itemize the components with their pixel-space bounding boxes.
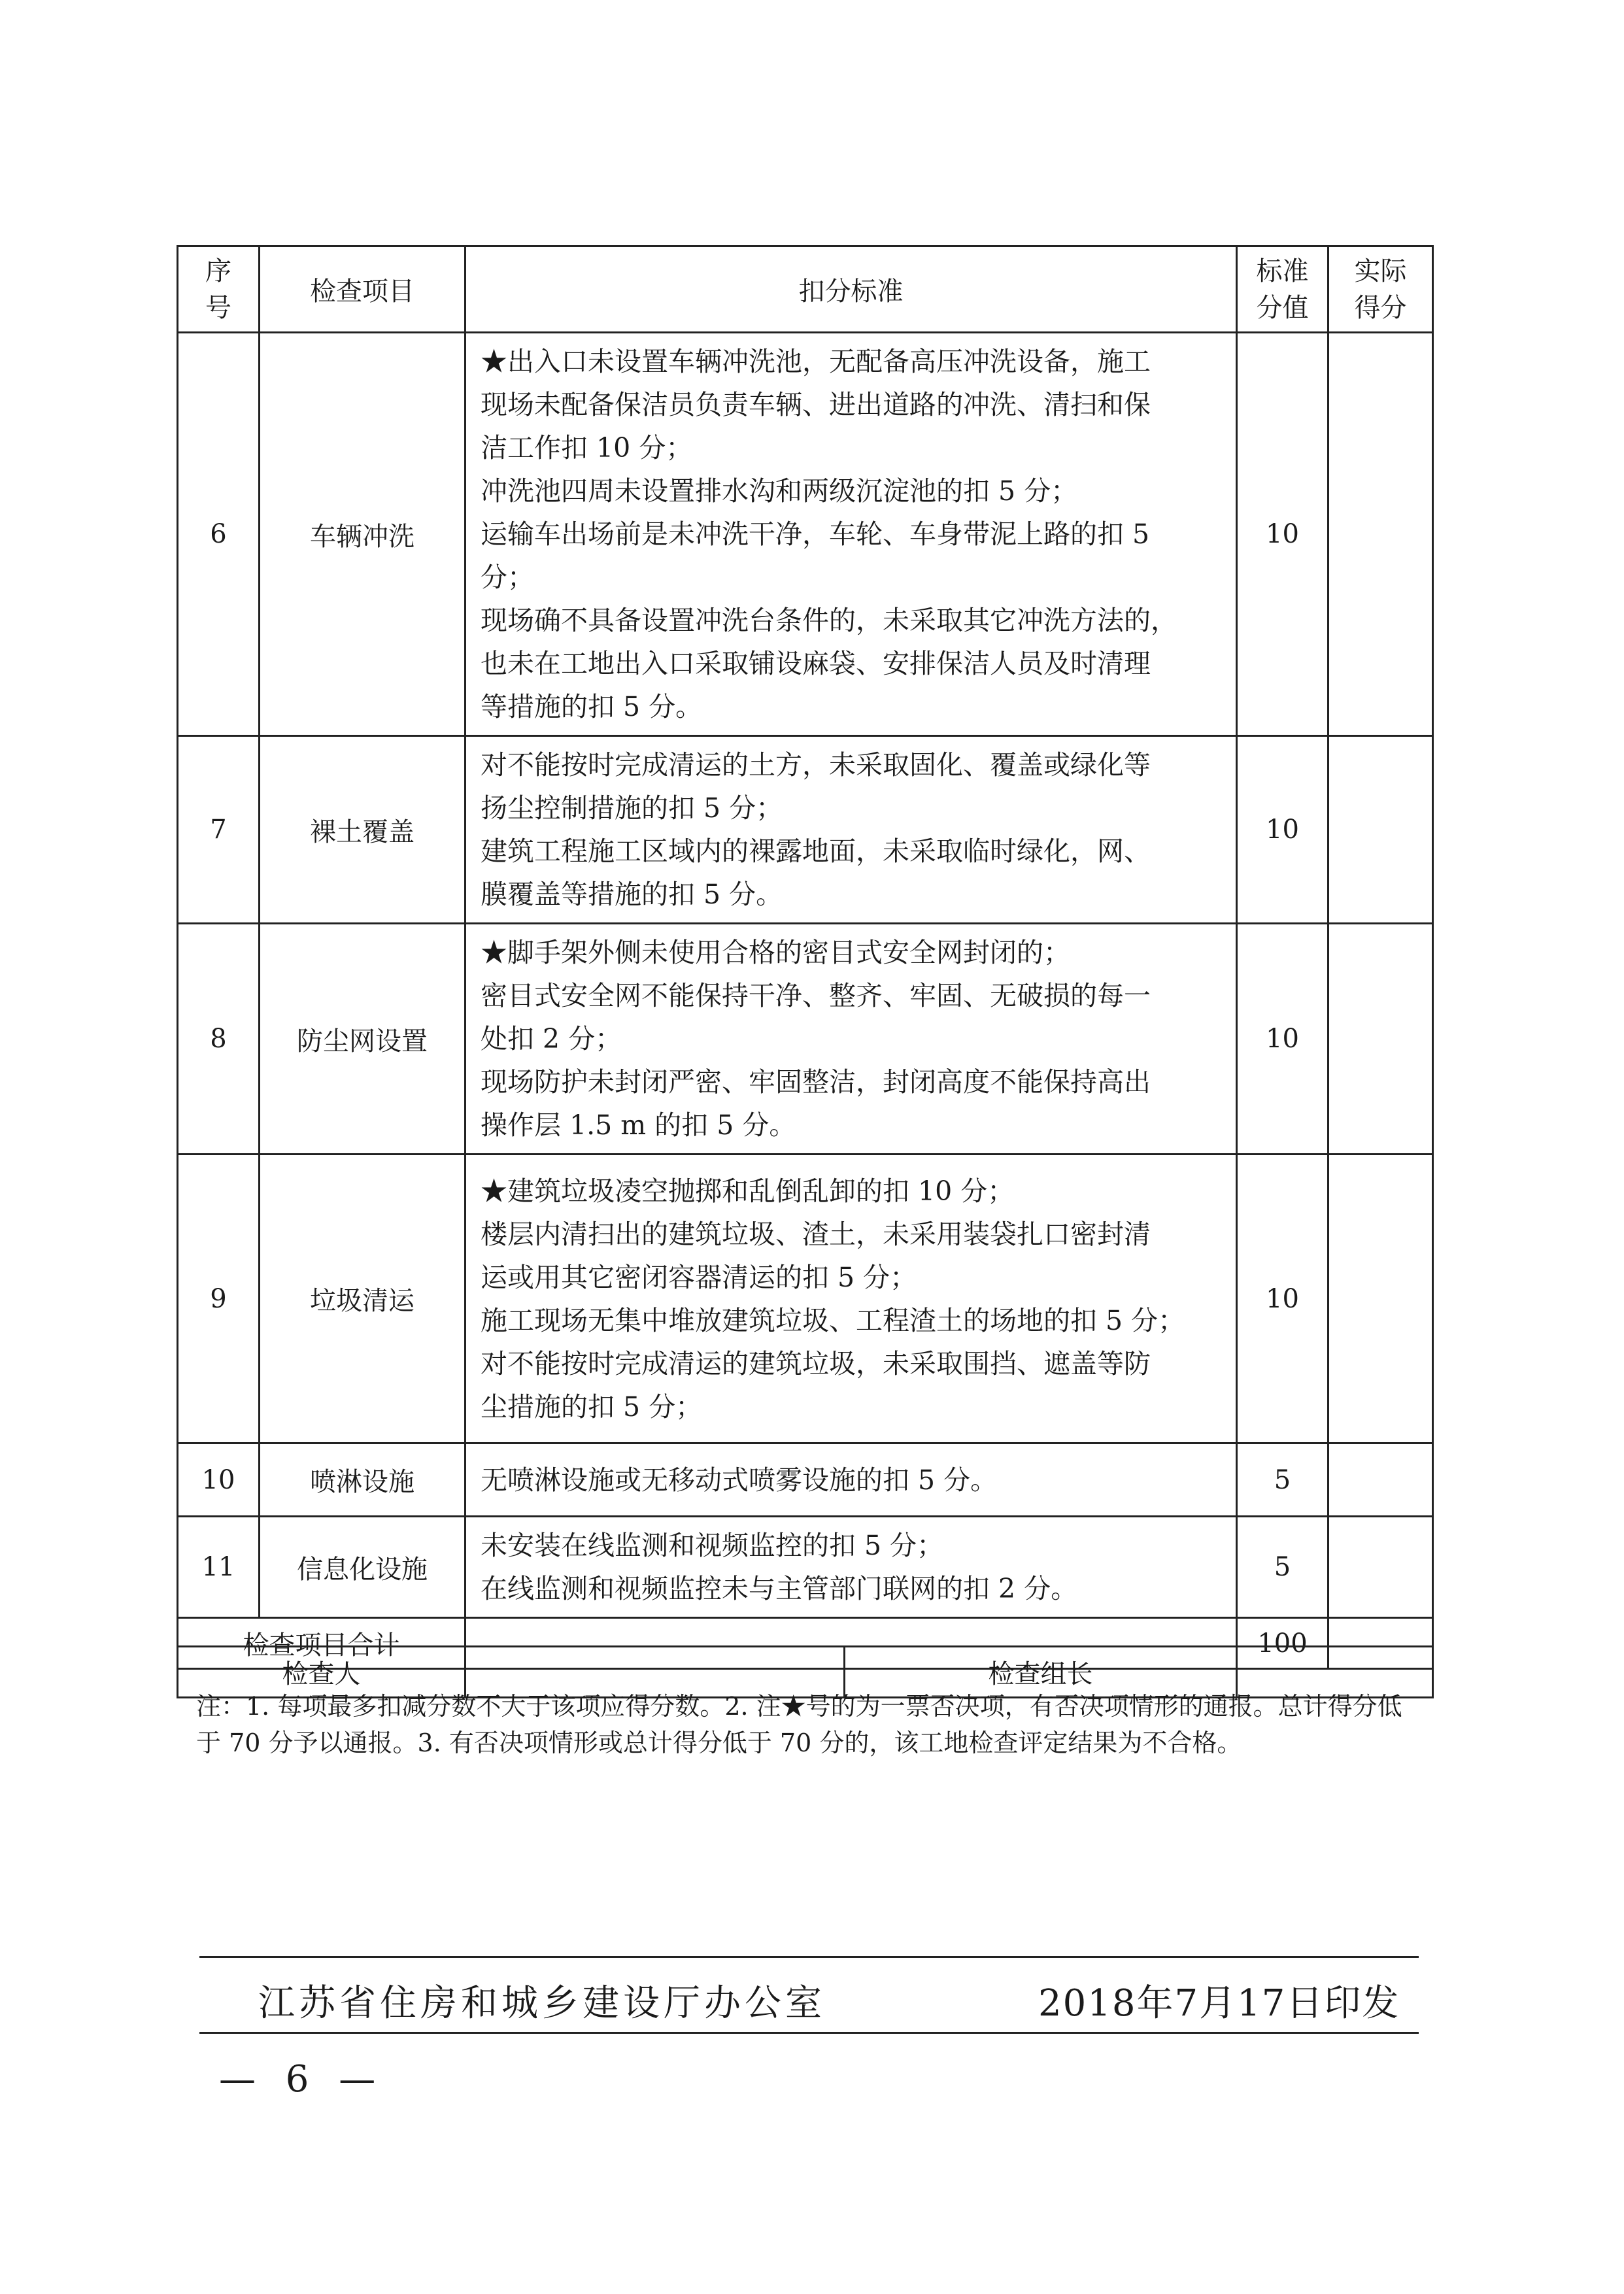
table-row xyxy=(178,333,1433,736)
table-note: 注：1. 每项最多扣减分数不大于该项应得分数。2. 注★号的为一票否决项，有否决项情形的通报。总计得分低于 70 分予以通报。3. 有否决项情形或总计得分低于 70 分的，该工地检查评定结果为不合格。 xyxy=(196,1692,1402,1757)
row-criteria xyxy=(465,736,1237,924)
row-index: 7 xyxy=(178,736,260,924)
table-row xyxy=(178,736,1433,924)
row-item: 信息化设施 xyxy=(260,1517,465,1618)
header-index-line2: 号 xyxy=(205,292,231,323)
table-header-row xyxy=(178,246,1433,333)
header-index xyxy=(178,246,260,333)
row-criteria xyxy=(465,1155,1237,1443)
row-actual-score[interactable] xyxy=(1328,1517,1433,1618)
criteria-line: 施工现场无集中堆放建筑垃圾、工程渣土的场地的扣 5 分； xyxy=(481,1304,1185,1336)
row-standard-score: 5 xyxy=(1237,1443,1328,1517)
footer-top-rule xyxy=(199,1956,1419,1958)
criteria-line: ★脚手架外侧未使用合格的密目式安全网封闭的； xyxy=(481,937,1070,968)
row-index: 10 xyxy=(178,1443,260,1517)
criteria-line: 膜覆盖等措施的扣 5 分。 xyxy=(481,879,783,910)
table-row xyxy=(178,1443,1433,1517)
criteria-line: ★建筑垃圾凌空抛掷和乱倒乱卸的扣 10 分； xyxy=(481,1175,1015,1207)
total-label: 检查项目合计 xyxy=(178,1618,465,1669)
header-standard xyxy=(1237,246,1328,333)
footer-issuer: 江苏省住房和城乡建设厅办公室 xyxy=(258,1982,826,2025)
criteria-line: 建筑工程施工区域内的裸露地面，未采取临时绿化，网、 xyxy=(481,835,1151,867)
row-index: 8 xyxy=(178,924,260,1155)
footer-date: 2018年7月17日印发 xyxy=(1038,1982,1400,2025)
header-actual-line1: 实际 xyxy=(1354,256,1407,286)
table-row xyxy=(178,1155,1433,1443)
header-standard-line2: 分值 xyxy=(1256,292,1309,323)
row-actual-score[interactable] xyxy=(1328,736,1433,924)
row-actual-score[interactable] xyxy=(1328,924,1433,1155)
criteria-line: 现场未配备保洁员负责车辆、进出道路的冲洗、清扫和保 xyxy=(481,389,1151,420)
criteria-line: 分； xyxy=(481,562,534,593)
row-actual-score[interactable] xyxy=(1328,333,1433,736)
total-standard-score: 100 xyxy=(1237,1618,1328,1669)
criteria-line: 也未在工地出入口采取铺设麻袋、安排保洁人员及时清理 xyxy=(481,648,1151,679)
criteria-line: 尘措施的扣 5 分； xyxy=(481,1391,703,1423)
criteria-line: 现场确不具备设置冲洗台条件的，未采取其它冲洗方法的， xyxy=(481,605,1177,636)
criteria-line: 处扣 2 分； xyxy=(481,1023,622,1054)
table-row xyxy=(178,924,1433,1155)
row-item: 裸土覆盖 xyxy=(260,736,465,924)
row-actual-score[interactable] xyxy=(1328,1155,1433,1443)
criteria-line: 在线监测和视频监控未与主管部门联网的扣 2 分。 xyxy=(481,1573,1078,1604)
criteria-line: 操作层 1.5 m 的扣 5 分。 xyxy=(481,1109,796,1141)
criteria-line: 扬尘控制措施的扣 5 分； xyxy=(481,792,783,824)
page-number: — 6 — xyxy=(219,2058,385,2100)
criteria-line: ★出入口未设置车辆冲洗池，无配备高压冲洗设备，施工 xyxy=(481,346,1151,377)
row-index: 11 xyxy=(178,1517,260,1618)
footer-bottom-rule xyxy=(199,2032,1419,2034)
header-standard-line1: 标准 xyxy=(1256,256,1309,286)
row-standard-score: 10 xyxy=(1237,1155,1328,1443)
header-item: 检查项目 xyxy=(260,246,465,333)
criteria-line: 冲洗池四周未设置排水沟和两级沉淀池的扣 5 分； xyxy=(481,475,1078,507)
criteria-line: 未安装在线监测和视频监控的扣 5 分； xyxy=(481,1530,944,1561)
criteria-line: 密目式安全网不能保持干净、整齐、牢固、无破损的每一 xyxy=(481,980,1151,1011)
criteria-line: 无喷淋设施或无移动式喷雾设施的扣 5 分。 xyxy=(481,1464,998,1496)
inspection-table xyxy=(177,245,1434,1670)
row-standard-score: 10 xyxy=(1237,333,1328,736)
row-standard-score: 10 xyxy=(1237,736,1328,924)
row-standard-score: 5 xyxy=(1237,1517,1328,1618)
header-index-line1: 序 xyxy=(205,256,231,286)
criteria-line: 对不能按时完成清运的建筑垃圾，未采取围挡、遮盖等防 xyxy=(481,1347,1151,1379)
inspector-label: 检查人 xyxy=(178,1647,465,1698)
header-actual xyxy=(1328,246,1433,333)
row-actual-score[interactable] xyxy=(1328,1443,1433,1517)
row-index: 9 xyxy=(178,1155,260,1443)
criteria-line: 洁工作扣 10 分； xyxy=(481,432,693,464)
row-item: 车辆冲洗 xyxy=(260,333,465,736)
table-row xyxy=(178,1517,1433,1618)
criteria-line: 对不能按时完成清运的土方，未采取固化、覆盖或绿化等 xyxy=(481,749,1151,781)
row-criteria xyxy=(465,1443,1237,1517)
row-item: 垃圾清运 xyxy=(260,1155,465,1443)
row-standard-score: 10 xyxy=(1237,924,1328,1155)
criteria-line: 运输车出场前是未冲洗干净，车轮、车身带泥上路的扣 5 xyxy=(481,518,1150,550)
criteria-line: 现场防护未封闭严密、牢固整洁，封闭高度不能保持高出 xyxy=(481,1066,1151,1098)
row-criteria xyxy=(465,333,1237,736)
row-item: 喷淋设施 xyxy=(260,1443,465,1517)
leader-label: 检查组长 xyxy=(845,1647,1237,1698)
row-criteria xyxy=(465,924,1237,1155)
row-criteria xyxy=(465,1517,1237,1618)
row-index: 6 xyxy=(178,333,260,736)
header-criteria: 扣分标准 xyxy=(465,246,1237,333)
criteria-line: 等措施的扣 5 分。 xyxy=(481,691,703,722)
header-actual-line2: 得分 xyxy=(1354,292,1407,323)
criteria-line: 楼层内清扫出的建筑垃圾、渣土，未采用装袋扎口密封清 xyxy=(481,1218,1151,1250)
row-item: 防尘网设置 xyxy=(260,924,465,1155)
criteria-line: 运或用其它密闭容器清运的扣 5 分； xyxy=(481,1261,917,1293)
